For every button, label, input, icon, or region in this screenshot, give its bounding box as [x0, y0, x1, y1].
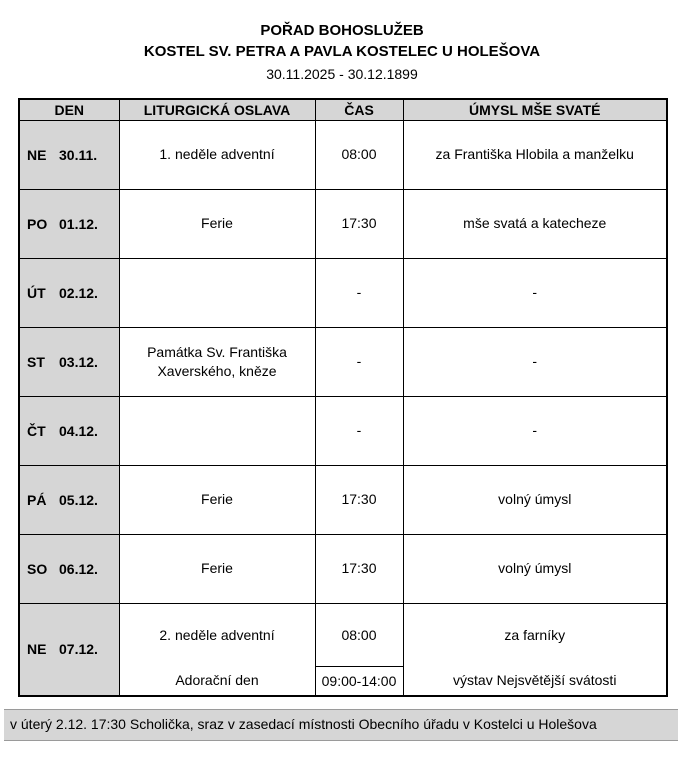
intention-sub: výstav Nejsvětější svátosti — [453, 672, 617, 688]
day-date: 04.12. — [59, 422, 98, 439]
day-cell — [19, 189, 119, 258]
document-header — [18, 22, 666, 82]
intention-cell — [403, 603, 667, 696]
intention-cell: - — [403, 258, 667, 327]
day-date: 30.11. — [59, 146, 98, 163]
col-header-celebration: LITURGICKÁ OSLAVA — [119, 99, 315, 120]
church-name: KOSTEL SV. PETRA A PAVLA KOSTELEC U HOLEŠOVA — [143, 43, 541, 60]
table-row — [19, 603, 667, 696]
intention-cell: volný úmysl — [403, 534, 667, 603]
day-date: 02.12. — [59, 284, 98, 301]
celebration-main: 2. neděle adventní — [159, 626, 275, 643]
day-abbreviation: NE — [27, 146, 47, 163]
celebration-cell: Ferie — [119, 534, 315, 603]
day-date: 07.12. — [59, 641, 98, 658]
day-date: 06.12. — [59, 560, 98, 577]
day-cell — [19, 327, 119, 396]
day-abbreviation: ST — [27, 353, 45, 370]
table-row — [19, 534, 667, 603]
time-cell: 17:30 — [315, 189, 403, 258]
time-cell — [315, 603, 403, 696]
celebration-cell: Ferie — [119, 465, 315, 534]
time-cell: 17:30 — [315, 534, 403, 603]
day-date: 03.12. — [59, 353, 98, 370]
day-cell — [19, 396, 119, 465]
day-abbreviation: PO — [27, 215, 48, 232]
table-row — [19, 258, 667, 327]
celebration-cell: Ferie — [119, 189, 315, 258]
intention-cell: mše svatá a katecheze — [403, 189, 667, 258]
day-date: 05.12. — [59, 491, 98, 508]
celebration-sub: Adorační den — [175, 672, 259, 688]
day-cell — [19, 534, 119, 603]
celebration-cell — [119, 603, 315, 696]
table-row — [19, 465, 667, 534]
date-range: 30.11.2025 - 30.12.1899 — [266, 66, 418, 82]
col-header-intention: ÚMYSL MŠE SVATÉ — [403, 99, 667, 120]
time-sub: 09:00-14:00 — [316, 666, 403, 695]
day-abbreviation: NE — [27, 641, 47, 658]
day-abbreviation: SO — [27, 560, 48, 577]
intention-main: za farníky — [504, 626, 566, 643]
col-header-time: ČAS — [315, 99, 403, 120]
time-cell: - — [315, 327, 403, 396]
table-row — [19, 120, 667, 189]
day-cell — [19, 603, 119, 696]
table-row — [19, 396, 667, 465]
intention-cell: - — [403, 327, 667, 396]
day-cell — [19, 465, 119, 534]
time-cell: - — [315, 258, 403, 327]
time-cell: 17:30 — [315, 465, 403, 534]
day-abbreviation: ČT — [27, 422, 46, 439]
intention-cell: volný úmysl — [403, 465, 667, 534]
celebration-cell — [119, 258, 315, 327]
table-row — [19, 327, 667, 396]
celebration-cell: Památka Sv. Františka Xaverského, kněze — [119, 327, 315, 396]
day-abbreviation: ÚT — [27, 284, 46, 301]
intention-cell: za Františka Hlobila a manželku — [403, 120, 667, 189]
col-header-day: DEN — [19, 99, 119, 120]
time-main: 08:00 — [341, 626, 377, 643]
time-cell: - — [315, 396, 403, 465]
document-title: POŘAD BOHOSLUŽEB — [260, 22, 424, 39]
table-row — [19, 189, 667, 258]
celebration-cell: 1. neděle adventní — [119, 120, 315, 189]
day-cell — [19, 258, 119, 327]
day-date: 01.12. — [59, 215, 98, 232]
day-abbreviation: PÁ — [27, 491, 47, 508]
day-cell — [19, 120, 119, 189]
schedule-table — [18, 98, 668, 697]
time-cell: 08:00 — [315, 120, 403, 189]
table-header-row — [19, 99, 667, 120]
schedule-body — [19, 120, 667, 696]
footer-note: v úterý 2.12. 17:30 Scholička, sraz v zasedací místnosti Obecního úřadu v Kostelci u Holešova — [4, 709, 678, 741]
intention-cell: - — [403, 396, 667, 465]
celebration-cell — [119, 396, 315, 465]
